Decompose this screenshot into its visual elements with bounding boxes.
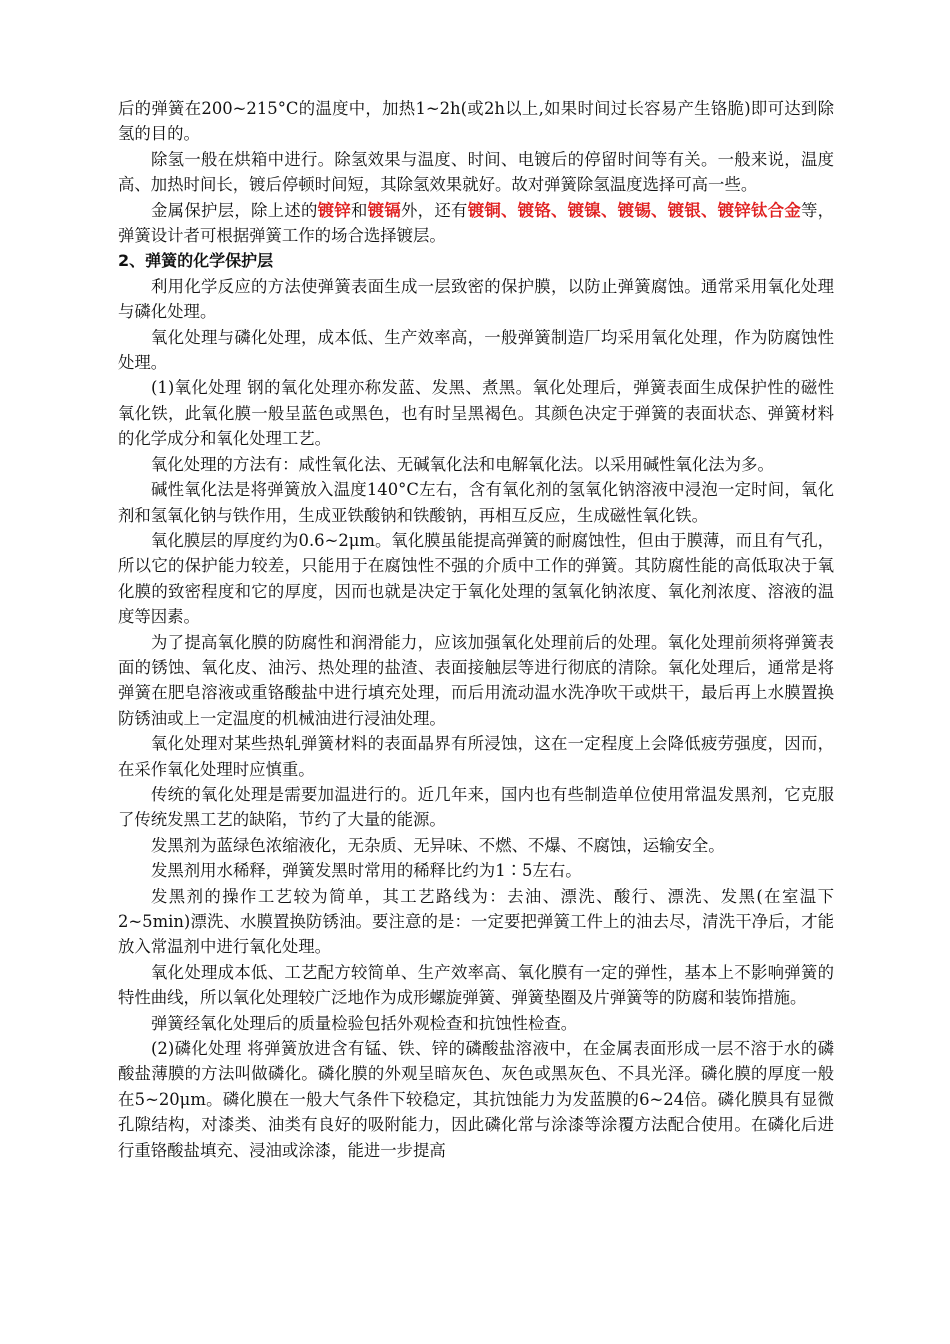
paragraph-oxidation: (1)氧化处理 钢的氧化处理亦称发蓝、发黑、煮黑。氧化处理后，弹簧表面生成保护性的磁性氧化铁，此氧化膜一般呈蓝色或黑色，也有时呈黑褐色。其颜色决定于弹簧的表面状态、弹簧材料的化学成分和氧化处理工艺。 xyxy=(118,378,834,449)
paragraph-blackening-agent: 发黑剂为蓝绿色浓缩液化，无杂质、无异味、不燃、不爆、不腐蚀，运输安全。 xyxy=(151,835,725,855)
paragraph-quality-inspection: 弹簧经氧化处理后的质量检验包括外观检查和抗蚀性检查。 xyxy=(151,1013,578,1033)
paragraph-metal-coatings xyxy=(118,198,834,249)
paragraph-chemical-layer-intro: 利用化学反应的方法使弹簧表面生成一层致密的保护膜，以防止弹簧腐蚀。通常采用氧化处理与磷化处理。 xyxy=(118,276,834,322)
paragraph-cost: 氧化处理与磷化处理，成本低、生产效率高，一般弹簧制造厂均采用氧化处理，作为防腐蚀性处理。 xyxy=(118,327,834,373)
paragraph-film-thickness: 氧化膜层的厚度约为0.6~2μm。氧化膜虽能提高弹簧的耐腐蚀性，但由于膜薄，而且有气孔，所以它的保护能力较差，只能用于在腐蚀性不强的介质中工作的弹簧。其防腐性能的高低取决于氧化膜的致密程度和它的厚度，因而也就是决定于氧化处理的氢氧化钠浓度、氧化剂浓度、溶液的温度等因素。 xyxy=(118,530,834,627)
paragraph-phosphating: (2)磷化处理 将弹簧放进含有锰、铁、锌的磷酸盐溶液中，在金属表面形成一层不溶于水的磷酸盐薄膜的方法叫做磷化。磷化膜的外观呈暗灰色、灰色或黑灰色、不具光泽。磷化膜的厚度一般在5~20μm。磷化膜在一般大气条件下较稳定，其抗蚀能力为发蓝膜的6~24倍。磷化膜具有显微孔隙结构，对漆类、油类有良好的吸附能力，因此磷化常与涂漆等涂覆方法配合使用。在磷化后进行重铬酸盐填充、浸油或涂漆，能进一步提高 xyxy=(118,1039,834,1160)
highlight-zinc-plating: 镀锌 xyxy=(317,200,351,220)
paragraph-pre-post-treatment: 为了提高氧化膜的防腐性和润滑能力，应该加强氧化处理前后的处理。氧化处理前须将弹簧表面的锈蚀、氧化皮、油污、热处理的盐渣、表面接触层等进行彻底的清除。氧化处理后，通常是将弹簧在肥皂溶液或重铬酸盐中进行填充处理，而后用流动温水洗净吹干或烘干，最后再上水膜置换防锈油或上一定温度的机械油进行浸油处理。 xyxy=(118,632,834,728)
section-heading: 2、弹簧的化学保护层 xyxy=(118,251,274,271)
text-segment: 和 xyxy=(351,200,368,220)
paragraph-oxidation-methods: 氧化处理的方法有：咸性氧化法、无碱氧化法和电解氧化法。以采用碱性氧化法为多。 xyxy=(151,454,774,474)
document-body xyxy=(118,96,834,1163)
paragraph-hydrogen-removal-oven: 除氢一般在烘箱中进行。除氢效果与温度、时间、电镀后的停留时间等有关。一般来说，温度高、加热时间长，镀后停顿时间短，其除氢效果就好。故对弹簧除氢温度选择可高一些。 xyxy=(118,149,834,195)
paragraph-hot-rolled: 氧化处理对某些热轧弹簧材料的表面晶界有所浸蚀，这在一定程度上会降低疲劳强度，因而，在采作氧化处理时应慎重。 xyxy=(118,734,834,779)
text-segment: 外，还有 xyxy=(401,200,468,220)
paragraph-dilution: 发黑剂用水稀释，弹簧发黑时常用的稀释比约为1∶5左右。 xyxy=(151,861,582,881)
text-segment: 金属保护层，除上述的 xyxy=(151,200,318,220)
paragraph-process-route: 发黑剂的操作工艺较为简单，其工艺路线为：去油、漂洗、酸行、漂洗、发黑(在室温下2~5min)漂洗、水膜置换防锈油。要注意的是：一定要把弹簧工件上的油去尽，清洗干净后，才能放入常温剂中进行氧化处理。 xyxy=(118,886,834,957)
highlight-other-platings: 镀铜、镀铬、镀镍、镀锡、镀银、镀锌钛合金 xyxy=(467,200,801,220)
paragraph-hydrogen-removal-end: 后的弹簧在200~215°C的温度中，加热1~2h(或2h以上,如果时间过长容易产生铬脆)即可达到除氢的目的。 xyxy=(118,99,834,144)
paragraph-alkaline-oxidation: 碱性氧化法是将弹簧放入温度140°C左右，含有氧化剂的氢氧化钠溶液中浸泡一定时间，氧化剂和氢氧化钠与铁作用，生成亚铁酸钠和铁酸钠，再相互反应，生成磁性氧化铁。 xyxy=(118,480,834,525)
paragraph-oxidation-advantages: 氧化处理成本低、工艺配方较简单、生产效率高、氧化膜有一定的弹性，基本上不影响弹簧的特性曲线，所以氧化处理较广泛地作为成形螺旋弹簧、弹簧垫圈及片弹簧等的防腐和装饰措施。 xyxy=(118,962,834,1008)
paragraph-room-temp-blackening: 传统的氧化处理是需要加温进行的。近几年来，国内也有些制造单位使用常温发黑剂，它克服了传统发黑工艺的缺陷，节约了大量的能源。 xyxy=(118,784,834,830)
highlight-cadmium-plating: 镀镉 xyxy=(367,200,402,220)
text-segment: 等，弹簧设计者可根据弹簧工作的场合选择镀层。 xyxy=(118,200,835,246)
